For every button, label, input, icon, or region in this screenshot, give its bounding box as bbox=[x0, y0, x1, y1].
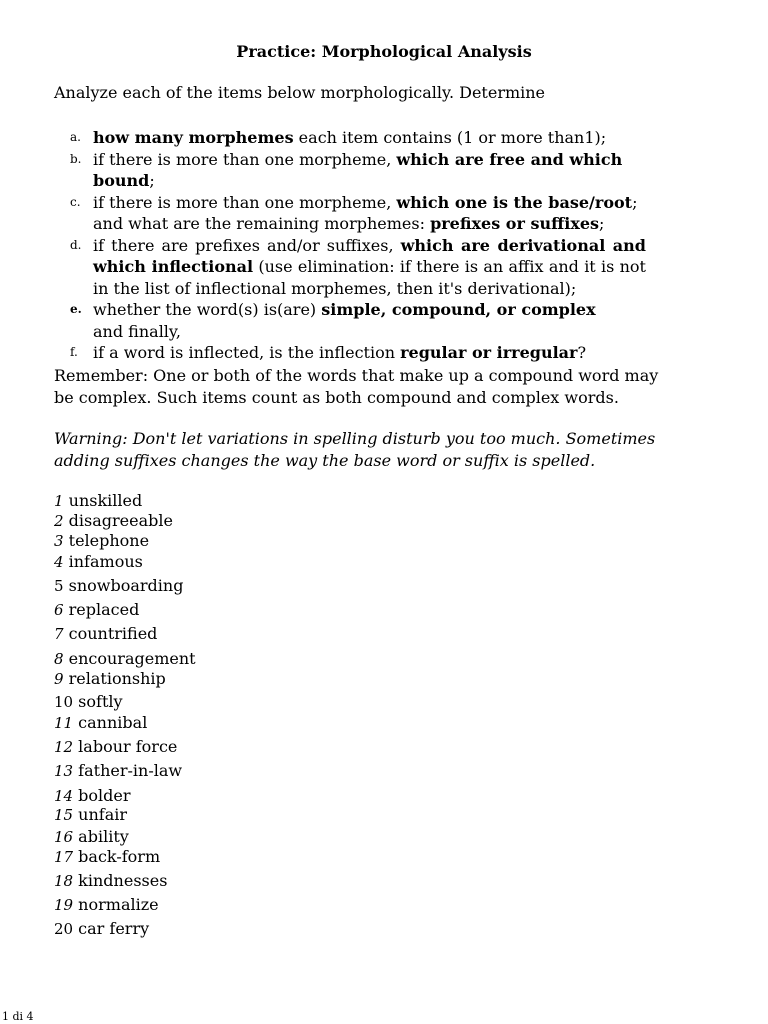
list-item bbox=[54, 761, 182, 780]
item-word: labour force bbox=[73, 737, 178, 756]
criterion-letter: a. bbox=[70, 130, 81, 144]
item-number: 11 bbox=[54, 714, 74, 732]
criterion-text: each item contains (1 or more than1); bbox=[293, 128, 607, 147]
criterion-bold: which are derivational and which inflectional bbox=[93, 235, 646, 276]
item-number: 1 bbox=[54, 492, 64, 510]
item-number: 13 bbox=[54, 762, 74, 780]
criterion-bold: which are free and which bound bbox=[93, 149, 623, 190]
list-item bbox=[54, 737, 177, 756]
list-item bbox=[54, 713, 147, 732]
intro-text: Analyze each of the items below morphologically. Determine bbox=[54, 83, 546, 102]
list-item bbox=[54, 511, 173, 530]
list-item bbox=[54, 805, 127, 824]
criterion-text: and what are the remaining morphemes: bbox=[93, 214, 431, 233]
remember-note: Remember: One or both of the words that make up a compound word may be complex. Such items count as both compound and complex words. bbox=[54, 366, 659, 407]
list-item bbox=[54, 649, 196, 668]
item-word: cannibal bbox=[73, 713, 148, 732]
list-item bbox=[54, 871, 167, 890]
item-word: countrified bbox=[63, 624, 158, 643]
criterion-text: if there is more than one morpheme, bbox=[93, 149, 397, 169]
list-item bbox=[54, 552, 143, 571]
item-number: 9 bbox=[54, 670, 64, 688]
item-word: car ferry bbox=[73, 919, 150, 938]
criterion-text: ; bbox=[149, 171, 155, 190]
item-number: 7 bbox=[54, 625, 64, 643]
item-word: unfair bbox=[73, 805, 128, 824]
criterion-letter: e. bbox=[70, 302, 82, 316]
criterion-e bbox=[70, 299, 646, 342]
item-number: 18 bbox=[54, 872, 74, 890]
criterion-bold: how many morphemes bbox=[93, 128, 294, 147]
criterion-b bbox=[70, 149, 646, 192]
item-number: 3 bbox=[54, 532, 64, 550]
criterion-bold: simple, compound, or complex bbox=[321, 300, 596, 319]
item-number: 2 bbox=[54, 512, 64, 530]
criterion-text: if there is more than one morpheme, bbox=[93, 192, 397, 212]
item-word: snowboarding bbox=[63, 576, 184, 595]
list-item bbox=[54, 669, 166, 688]
item-number: 4 bbox=[54, 553, 64, 571]
page-title: Practice: Morphological Analysis bbox=[236, 42, 532, 61]
criterion-bold: prefixes or suffixes bbox=[430, 214, 600, 233]
warning-note: Warning: Don't let variations in spelling disturb you too much. Sometimes adding suffixes changes the way the base word or suffix is spelled. bbox=[54, 429, 656, 470]
criterion-f bbox=[70, 342, 646, 364]
criterion-letter: c. bbox=[70, 194, 81, 209]
item-number: 20 bbox=[54, 920, 74, 938]
item-word: disagreeable bbox=[63, 511, 173, 530]
item-word: normalize bbox=[73, 895, 159, 914]
criterion-d bbox=[70, 235, 646, 300]
page-number: 1 di 4 bbox=[2, 1010, 34, 1023]
item-word: ability bbox=[73, 827, 129, 846]
criterion-text: ; bbox=[599, 214, 605, 233]
criterion-text: whether the word(s) is(are) bbox=[93, 300, 322, 319]
item-number: 15 bbox=[54, 806, 74, 824]
item-number: 12 bbox=[54, 738, 74, 756]
criterion-letter: b. bbox=[70, 151, 82, 166]
list-item bbox=[54, 531, 149, 550]
item-number: 16 bbox=[54, 828, 74, 846]
item-word: encouragement bbox=[63, 649, 196, 668]
criteria-list bbox=[70, 127, 646, 364]
item-number: 5 bbox=[54, 577, 64, 595]
item-number: 19 bbox=[54, 896, 74, 914]
criterion-text: ? bbox=[577, 343, 587, 362]
criterion-text: if a word is inflected, is the inflection bbox=[93, 343, 401, 362]
criterion-text: (use elimination: if there is an affix and it is not in the list of inflectional morphemes, then it's derivational); bbox=[93, 257, 646, 298]
criterion-text: ; bbox=[632, 192, 638, 212]
list-item bbox=[54, 600, 139, 619]
list-item bbox=[54, 786, 131, 805]
item-word: softly bbox=[73, 692, 123, 711]
item-number: 6 bbox=[54, 601, 64, 619]
item-word: kindnesses bbox=[73, 871, 168, 890]
criterion-letter: d. bbox=[70, 237, 82, 252]
item-word: infamous bbox=[63, 552, 143, 571]
item-word: back-form bbox=[73, 847, 161, 866]
item-number: 8 bbox=[54, 650, 64, 668]
list-item bbox=[54, 919, 149, 938]
criterion-text: if there are prefixes and/or suffixes, bbox=[93, 235, 401, 255]
list-item bbox=[54, 576, 183, 595]
item-word: bolder bbox=[73, 786, 131, 805]
criterion-c bbox=[70, 192, 646, 235]
item-number: 14 bbox=[54, 787, 74, 805]
list-item bbox=[54, 692, 123, 711]
criterion-bold: regular or irregular bbox=[400, 343, 578, 362]
item-word: father-in-law bbox=[73, 761, 183, 780]
criterion-letter: f. bbox=[70, 345, 78, 359]
criterion-text: and finally, bbox=[93, 321, 181, 341]
list-item bbox=[54, 895, 159, 914]
criterion-a bbox=[70, 127, 646, 149]
list-item bbox=[54, 491, 142, 510]
item-number: 10 bbox=[54, 693, 74, 711]
item-word: relationship bbox=[63, 669, 166, 688]
list-item bbox=[54, 847, 160, 866]
item-word: replaced bbox=[63, 600, 140, 619]
item-number: 17 bbox=[54, 848, 74, 866]
item-word: telephone bbox=[63, 531, 150, 550]
list-item bbox=[54, 827, 129, 846]
list-item bbox=[54, 624, 157, 643]
item-word: unskilled bbox=[63, 491, 143, 510]
criterion-bold: which one is the base/root bbox=[396, 192, 633, 212]
